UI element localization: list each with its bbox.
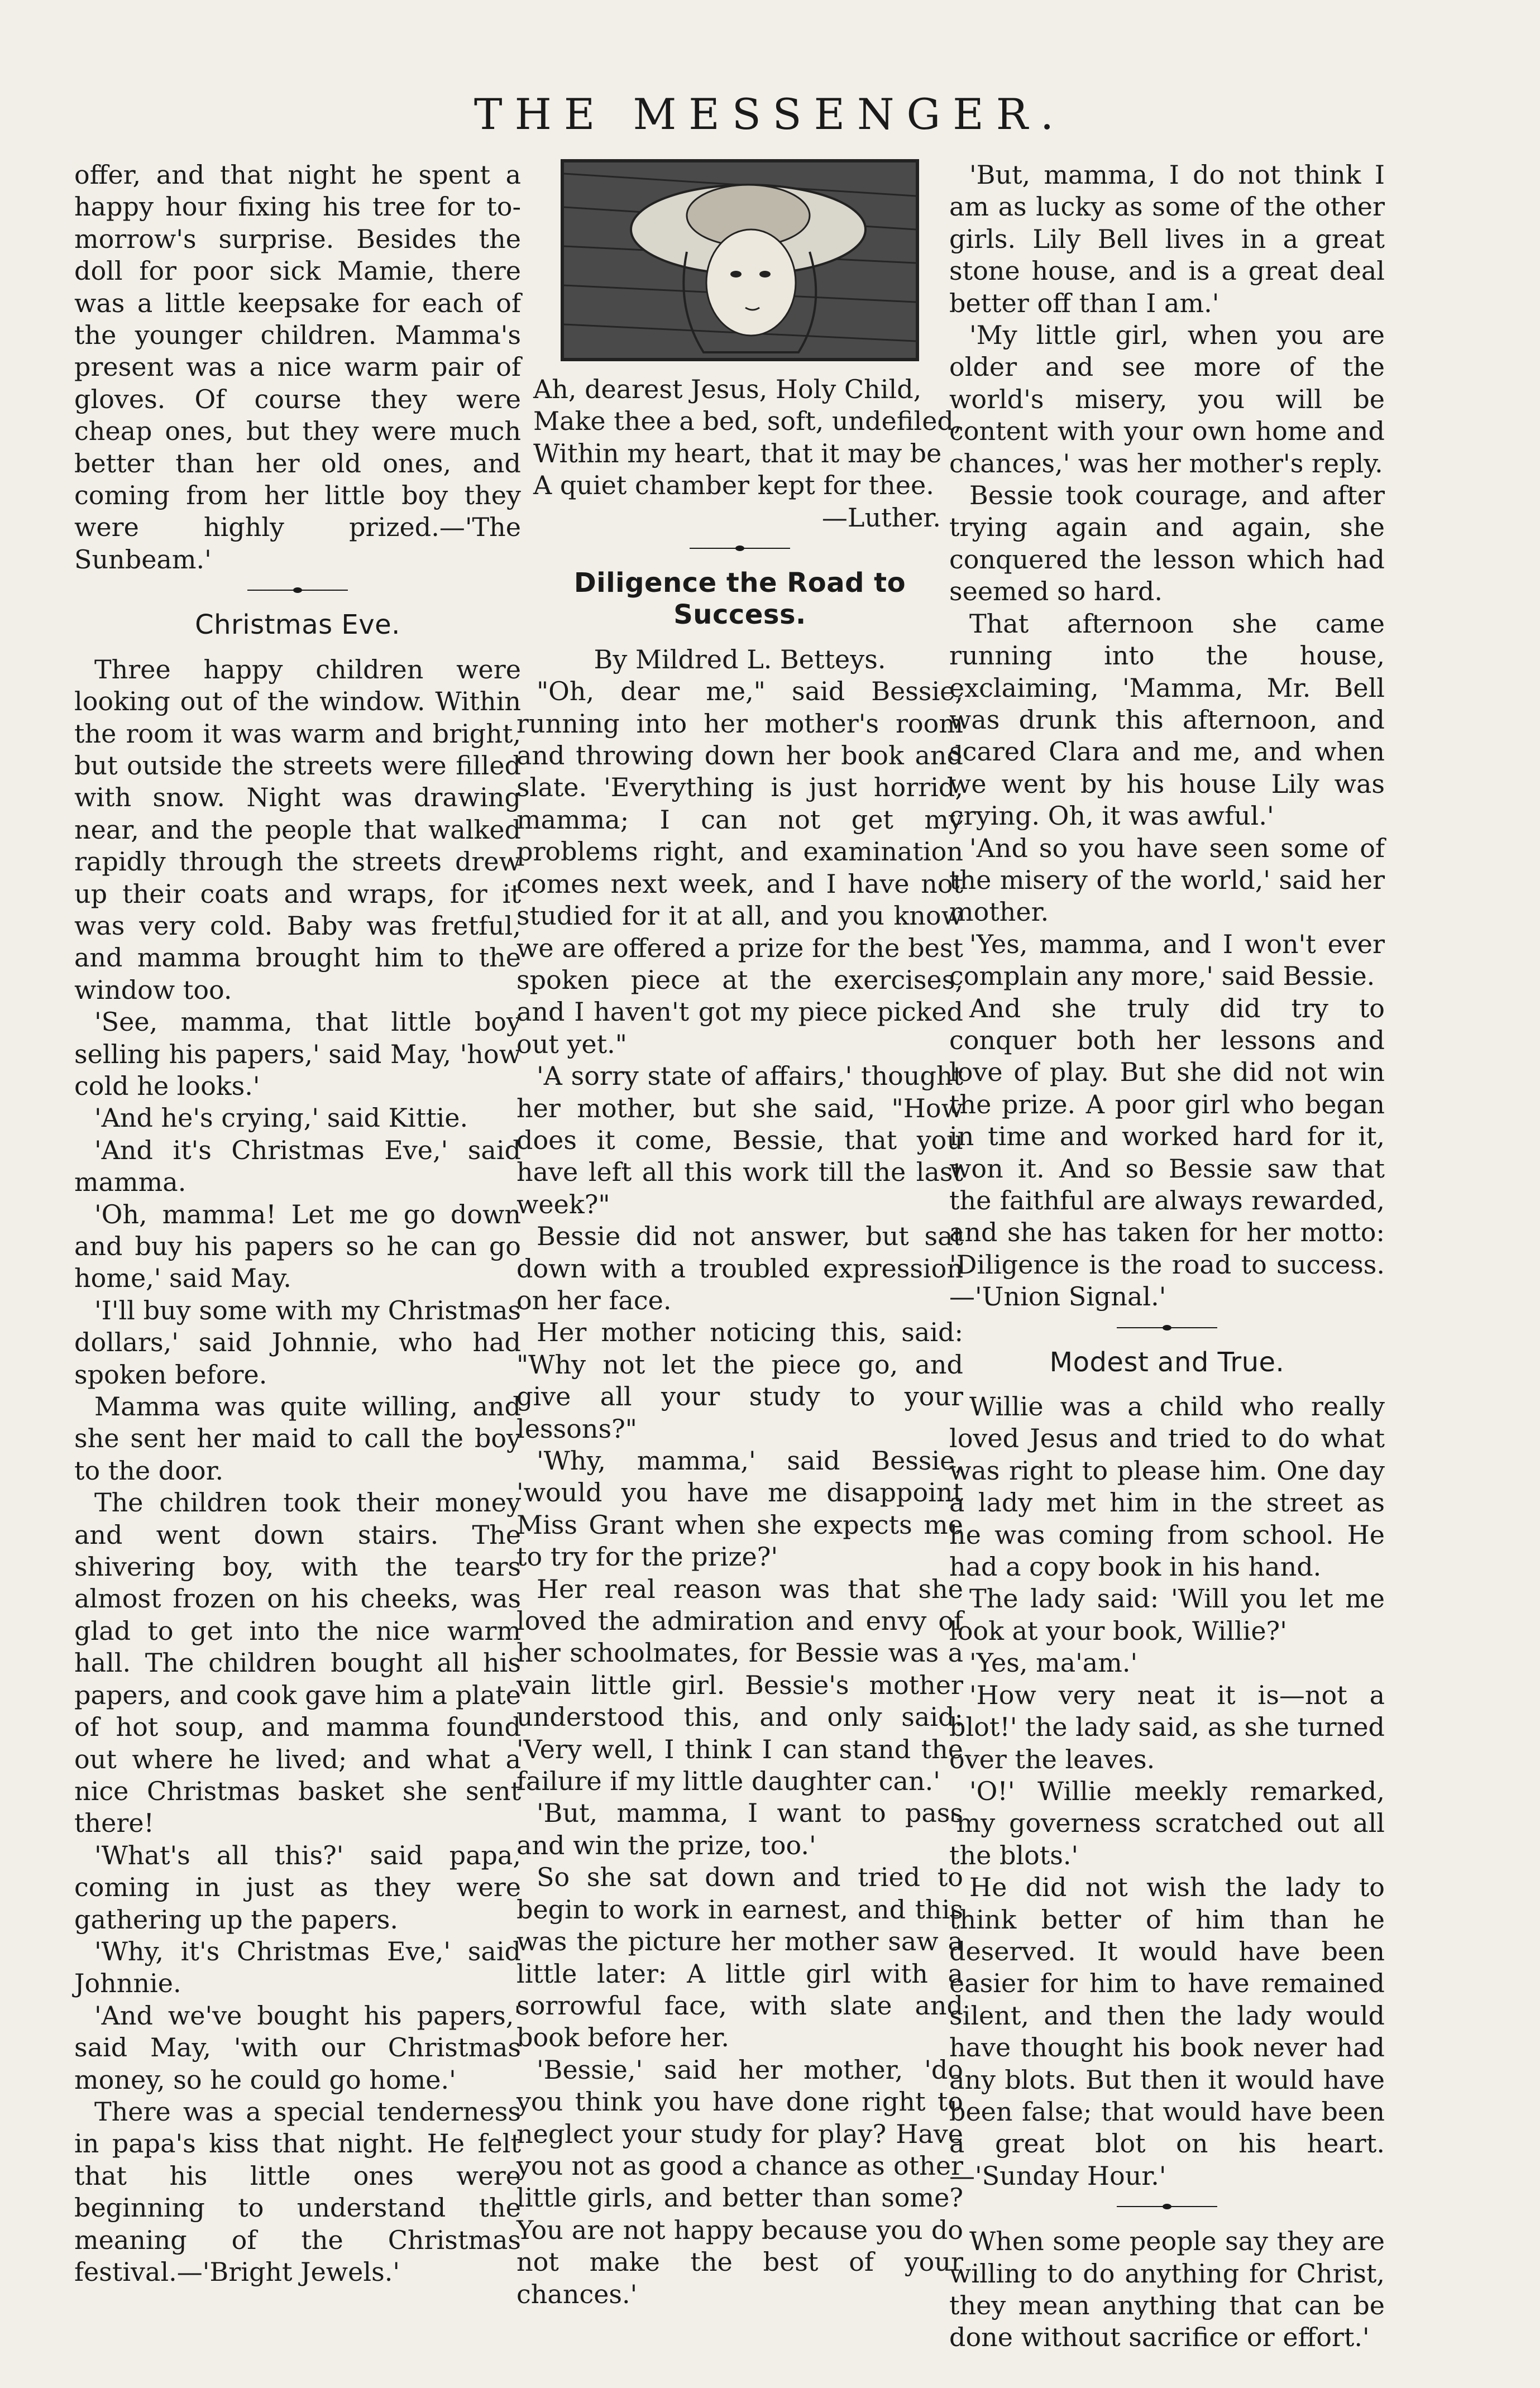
- article-title: Modest and True.: [1049, 1346, 1285, 1378]
- column-2: [516, 159, 963, 2310]
- paragraph: Her real reason was that she loved the admiration and envy of her schoolmates, for Bessie was a vain little girl. Bessie's mother understood this, and only said: 'Very well, I think I can stand the failure if my little daughter can.': [516, 1573, 963, 1797]
- paragraph: 'A sorry state of affairs,' thought her mother, but she said, "How does it come, Bessie, that you have left all this work till the last week?": [516, 1061, 963, 1219]
- paragraph: 'My little girl, when you are older and see more of the world's misery, you will be content with your own home and chances,' was her mother's reply.: [949, 320, 1385, 478]
- paragraph: "Oh, dear me," said Bessie, running into her mother's room and throwing down her book and slate. 'Everything is just horrid, mamma; I can not get my problems right, and examination comes next week, and I have not studied for it at all, and you know we are offered a prize for the best spoken piece at the exercises, and I haven't got my piece picked out yet.": [516, 676, 963, 1059]
- paragraph: 'And he's crying,' said Kittie.: [94, 1103, 468, 1133]
- paragraph: There was a special tenderness in papa's kiss that night. He felt that his little ones were beginning to understand the meaning of the Christmas festival.—'Bright Jewels.': [74, 2096, 521, 2287]
- paragraph: 'See, mamma, that little boy selling his papers,' said May, 'how cold he looks.': [74, 1007, 521, 1101]
- continued-paragraph: offer, and that night he spent a happy hour fixing his tree for to-morrow's surprise. Besides the doll for poor sick Mamie, there was a little keepsake for each of the younger children. Mamma's present was a nice warm pair of gloves. Of course they were cheap ones, but they were much better than her old ones, and coming from her little boy they were highly prized.—'The Sunbeam.': [74, 160, 521, 575]
- paragraph: 'And it's Christmas Eve,' said mamma.: [74, 1135, 521, 1198]
- paragraph: Mamma was quite willing, and she sent her maid to call the boy to the door.: [74, 1391, 521, 1486]
- poem-line: Within my heart, that it may be: [533, 438, 942, 468]
- paragraph: 'Why, it's Christmas Eve,' said Johnnie.: [74, 1936, 521, 1999]
- paragraph: Bessie took courage, and after trying again and again, she conquered the lesson which had seemed so hard.: [949, 480, 1385, 607]
- paragraph: 'O!' Willie meekly remarked, 'my governess scratched out all the blots.': [949, 1776, 1385, 1870]
- paragraph: He did not wish the lady to think better of him than he deserved. It would have been easier for him to have remained silent, and then the lady would have thought his book never had any blots. But then it would have been false; that would have been a great blot on his heart.—'Sunday Hour.': [949, 1872, 1385, 2191]
- closing-paragraph: When some people say they are willing to do anything for Christ, they mean anything that can be done without sacrifice or effort.': [949, 2226, 1385, 2353]
- poem-line: Ah, dearest Jesus, Holy Child,: [533, 374, 922, 404]
- section-divider: [247, 586, 348, 595]
- article-title: Diligence the Road to Success.: [573, 567, 906, 631]
- paragraph: And she truly did try to conquer both her lessons and love of play. But she did not win the prize. A poor girl who began in time and worked hard for it, won it. And so Bessie saw that the faithful are always rewarded, and she has taken for her motto: 'Diligence is the road to success.—'Union Signal.': [949, 993, 1385, 1312]
- section-divider: [1117, 2202, 1217, 2211]
- section-divider: [690, 544, 790, 553]
- girl-portrait-illustration: [561, 159, 919, 361]
- paragraph: 'Yes, mamma, and I won't ever complain any more,' said Bessie.: [949, 929, 1385, 992]
- section-divider: [1117, 1323, 1217, 1332]
- paragraph: 'Why, mamma,' said Bessie, 'would you have me disappoint Miss Grant when she expects me to try for the prize?': [516, 1446, 963, 1572]
- paragraph: 'I'll buy some with my Christmas dollars,' said Johnnie, who had spoken before.: [74, 1295, 521, 1390]
- poem-line: Make thee a bed, soft, undefiled,: [533, 406, 962, 437]
- paragraph: 'Oh, mamma! Let me go down and buy his papers so he can go home,' said May.: [74, 1199, 521, 1294]
- paragraph: 'How very neat it is—not a blot!' the lady said, as she turned over the leaves.: [949, 1679, 1385, 1774]
- byline: By Mildred L. Betteys.: [594, 644, 886, 674]
- paragraph: 'Yes, ma'am.': [969, 1648, 1138, 1678]
- paragraph: 'And so you have seen some of the misery of the world,' said her mother.: [949, 832, 1385, 927]
- column-1: [74, 159, 521, 2288]
- paragraph: So she sat down and tried to begin to work in earnest, and this was the picture her mother saw a little later: A little girl with a sorrowful face, with slate and book before her.: [516, 1862, 963, 2053]
- paragraph: 'But, mamma, I do not think I am as lucky as some of the other girls. Lily Bell lives in a great stone house, and is a great deal better off than I am.': [949, 160, 1385, 318]
- paragraph: Willie was a child who really loved Jesus and tried to do what was right to please him. One day a lady met him in the street as he was coming from school. He had a copy book in his hand.: [949, 1391, 1385, 1582]
- paragraph: Bessie did not answer, but sat down with a troubled expression on her face.: [516, 1221, 963, 1315]
- paragraph: 'But, mamma, I want to pass and win the prize, too.': [516, 1798, 963, 1860]
- paragraph: The children took their money and went down stairs. The shivering boy, with the tears almost frozen on his cheeks, was glad to get into the nice warm hall. The children bought all his papers, and cook gave him a plate of hot soup, and mamma found out where he lived; and what a nice Christmas basket she sent there!: [74, 1487, 521, 1839]
- poem: [516, 374, 963, 502]
- article-title: Christmas Eve.: [195, 609, 400, 641]
- paragraph: That afternoon she came running into the house, exclaiming, 'Mamma, Mr. Bell was drunk this afternoon, and scared Clara and me, and when we went by his house Lily was crying. Oh, it was awful.': [949, 608, 1385, 831]
- paragraph: 'What's all this?' said papa, coming in just as they were gathering up the papers.: [74, 1840, 521, 1935]
- paragraph: The lady said: 'Will you let me look at your book, Willie?': [949, 1583, 1385, 1646]
- paragraph: 'Bessie,' said her mother, 'do you think you have done right to neglect your study for play? Have you not as good a chance as other little girls, and better than some? You are not happy because you do not make the best of your chances.': [516, 2054, 963, 2309]
- masthead: THE MESSENGER.: [474, 89, 1066, 139]
- paragraph: Three happy children were looking out of the window. Within the room it was warm and bright, but outside the streets were filled with snow. Night was drawing near, and the people that walked rapidly through the streets drew up their coats and wraps, for it was very cold. Baby was fretful, and mamma brought him to the window too.: [74, 654, 521, 1005]
- poem-line: A quiet chamber kept for thee.: [533, 470, 934, 501]
- column-3: [949, 159, 1385, 2354]
- poem-attribution: —Luther.: [821, 502, 941, 533]
- paragraph: Her mother noticing this, said: "Why not let the piece go, and give all your study to your lessons?": [516, 1317, 963, 1444]
- paragraph: 'And we've bought his papers,' said May, 'with our Christmas money, so he could go home.': [74, 2000, 521, 2095]
